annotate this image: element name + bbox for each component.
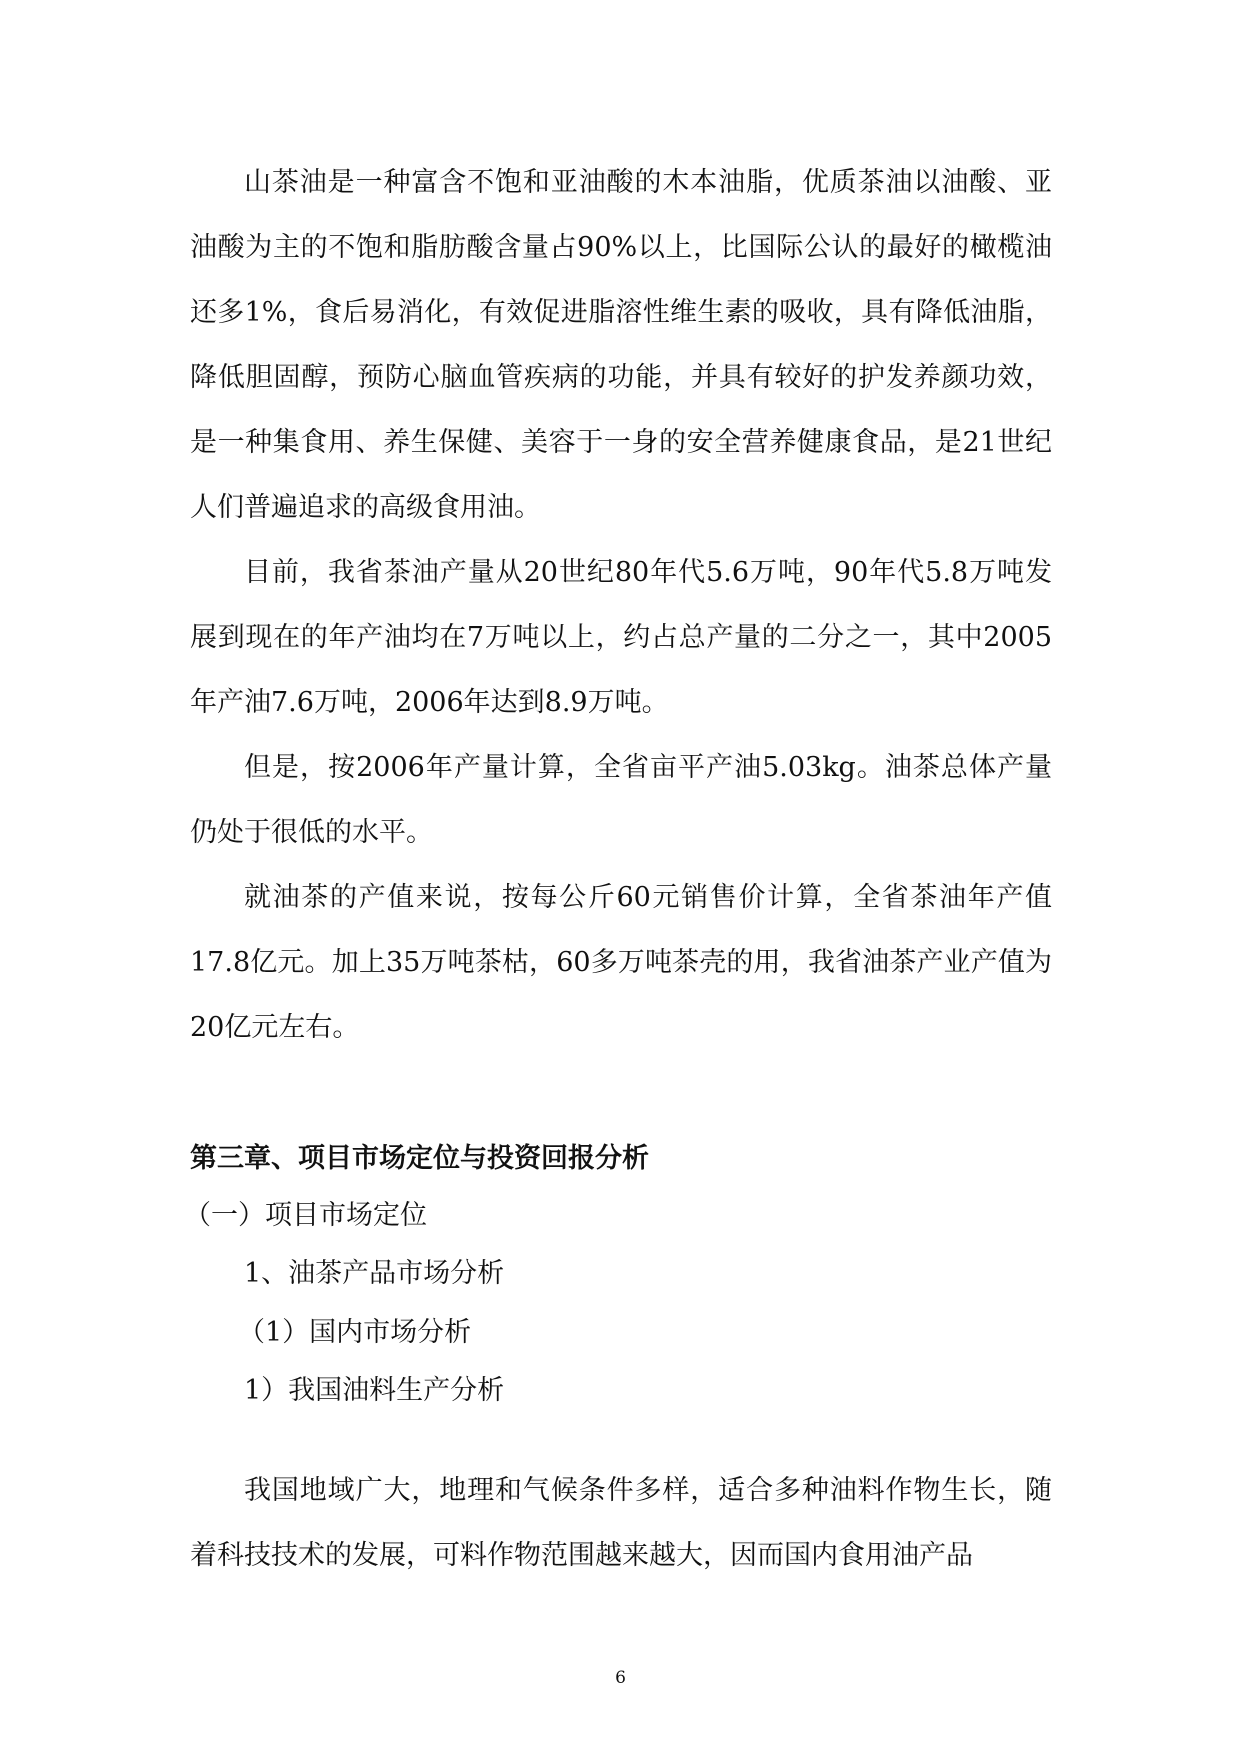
paragraph-production: 目前，我省茶油产量从20世纪80年代5.6万吨，90年代5.8万吨发展到现在的年产油均在7万吨以上，约占总产量的二分之一，其中2005年产油7.6万吨，2006年达到8.9万吨。 xyxy=(190,557,1052,718)
section-heading-1-1-1: （1）国内市场分析 xyxy=(238,1317,472,1348)
paragraph-domestic-oil: 我国地域广大，地理和气候条件多样，适合多种油料作物生长，随着科技技术的发展，可料作物范围越来越大，因而国内食用油产品 xyxy=(190,1475,1052,1571)
section-heading-1: （一）项目市场定位 xyxy=(184,1200,427,1231)
paragraph-yield: 但是，按2006年产量计算，全省亩平产油5.03kg。油茶总体产量仍处于很低的水平。 xyxy=(190,752,1052,848)
paragraph-camellia-oil: 山茶油是一种富含不饱和亚油酸的木本油脂，优质茶油以油酸、亚油酸为主的不饱和脂肪酸含量占90%以上，比国际公认的最好的橄榄油还多1%，食后易消化，有效促进脂溶性维生素的吸收，具有降低油脂，降低胆固醇，预防心脑血管疾病的功能，并具有较好的护发养颜功效，是一种集食用、养生保健、美容于一身的安全营养健康食品，是21世纪人们普遍追求的高级食用油。 xyxy=(190,167,1052,523)
body-text xyxy=(190,150,1052,1060)
section-heading-1-1-1-a: 1）我国油料生产分析 xyxy=(244,1375,505,1406)
body-text-lower xyxy=(190,1458,1052,1588)
section-heading-1-1: 1、油茶产品市场分析 xyxy=(244,1258,505,1289)
page-number: 6 xyxy=(615,1668,626,1688)
chapter-heading: 第三章、项目市场定位与投资回报分析 xyxy=(190,1143,649,1174)
paragraph-output-value: 就油茶的产值来说，按每公斤60元销售价计算，全省茶油年产值17.8亿元。加上35万吨茶枯，60多万吨茶壳的用，我省油茶产业产值为20亿元左右。 xyxy=(190,882,1052,1043)
